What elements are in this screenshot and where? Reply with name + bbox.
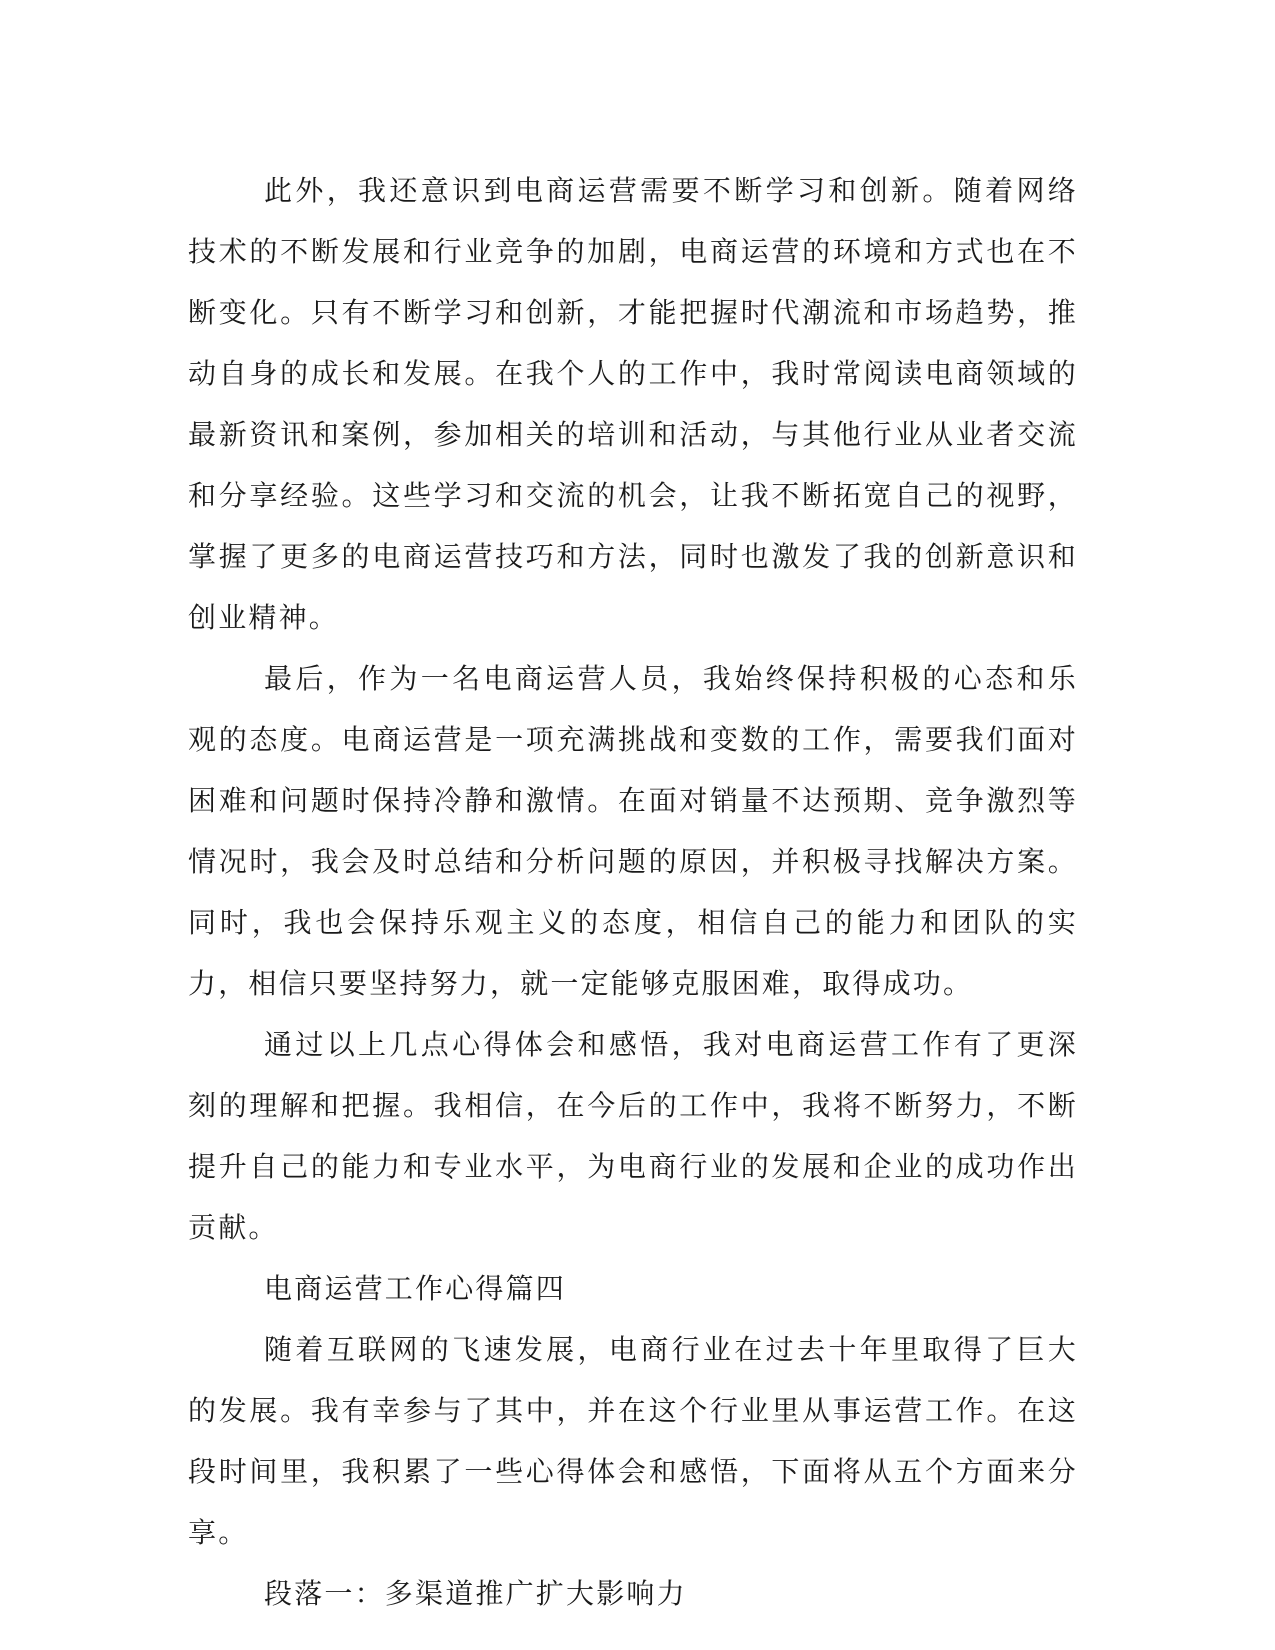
paragraph-positive-attitude: 最后，作为一名电商运营人员，我始终保持积极的心态和乐观的态度。电商运营是一项充满挑战和变数的工作，需要我们面对困难和问题时保持冷静和激情。在面对销量不达预期、竞争激烈等情况时，我会及时总结和分析问题的原因，并积极寻找解决方案。同时，我也会保持乐观主义的态度，相信自己的能力和团队的实力，相信只要坚持努力，就一定能够克服困难，取得成功。 [188,662,1078,1000]
section-title: 电商运营工作心得篇四 [264,1272,567,1305]
document-body [188,160,1078,1624]
paragraph-conclusion: 通过以上几点心得体会和感悟，我对电商运营工作有了更深刻的理解和把握。我相信，在今后的工作中，我将不断努力，不断提升自己的能力和专业水平，为电商行业的发展和企业的成功作出贡献。 [188,1028,1078,1244]
paragraph-learning-innovation: 此外，我还意识到电商运营需要不断学习和创新。随着网络技术的不断发展和行业竞争的加剧，电商运营的环境和方式也在不断变化。只有不断学习和创新，才能把握时代潮流和市场趋势，推动自身的成长和发展。在我个人的工作中，我时常阅读电商领域的最新资讯和案例，参加相关的培训和活动，与其他行业从业者交流和分享经验。这些学习和交流的机会，让我不断拓宽自己的视野，掌握了更多的电商运营技巧和方法，同时也激发了我的创新意识和创业精神。 [188,174,1078,634]
paragraph-intro: 随着互联网的飞速发展，电商行业在过去十年里取得了巨大的发展。我有幸参与了其中，并在这个行业里从事运营工作。在这段时间里，我积累了一些心得体会和感悟，下面将从五个方面来分享。 [188,1333,1078,1549]
subsection-title: 段落一：多渠道推广扩大影响力 [264,1577,687,1610]
